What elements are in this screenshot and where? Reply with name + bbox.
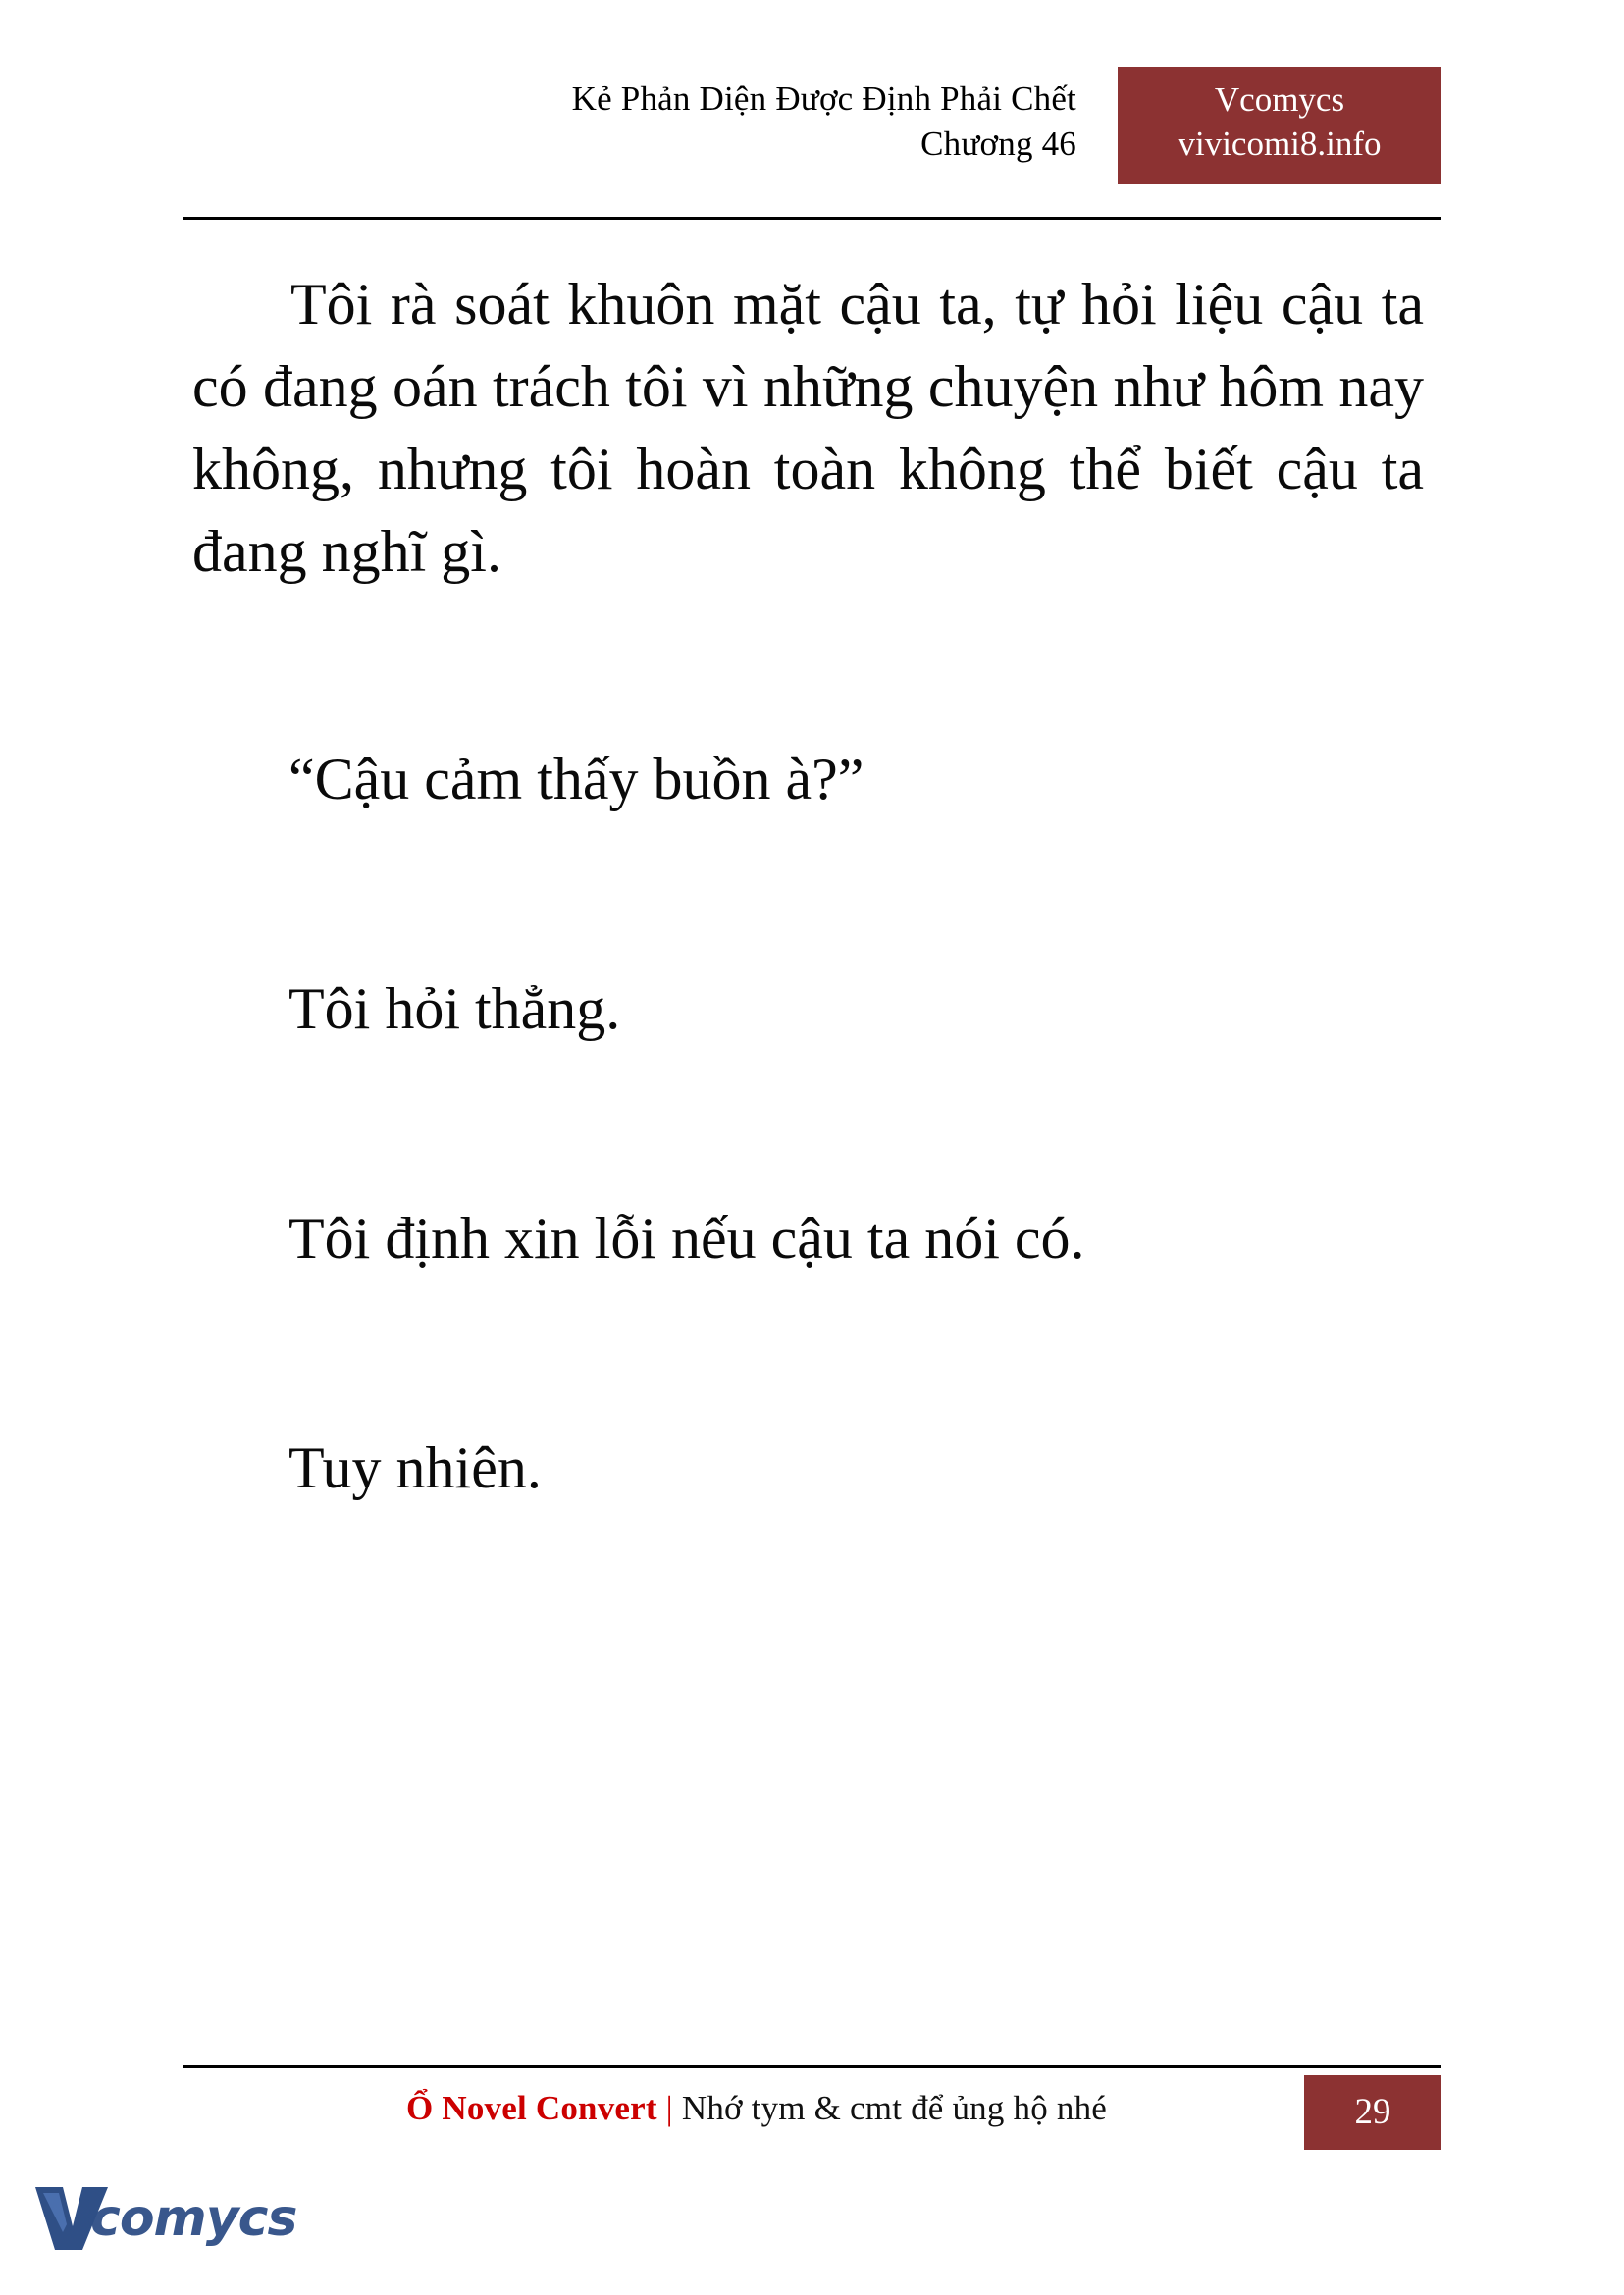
paragraph: Tôi rà soát khuôn mặt cậu ta, tự hỏi liệu cậu ta có đang oán trách tôi vì những chuyện như hôm nay không, nhưng tôi hoàn toàn không thể biết cậu ta đang nghĩ gì. (192, 272, 1424, 584)
paragraph: Tôi định xin lỗi nếu cậu ta nói có. (288, 1206, 1085, 1271)
paragraph-spacer (192, 1279, 1439, 1427)
site-badge-url: vivicomi8.info (1178, 124, 1382, 163)
watermark-text: comycs (90, 2189, 297, 2248)
paragraph-spacer (192, 593, 1439, 738)
site-badge-name: Vcomycs (1214, 80, 1345, 119)
header-divider (183, 217, 1441, 220)
paragraph: Tuy nhiên. (288, 1435, 542, 1500)
site-badge (1118, 67, 1441, 184)
watermark-logo (33, 2175, 297, 2266)
footer-brand: Ổ Novel Convert (406, 2089, 657, 2127)
page-content (192, 263, 1439, 1509)
page-footer (183, 2077, 1441, 2148)
page-number: 29 (1304, 2075, 1441, 2150)
book-title: Kẻ Phản Diện Được Định Phải Chết (571, 79, 1076, 118)
page-header (183, 77, 1441, 202)
footer-divider (183, 2065, 1441, 2068)
paragraph: Tôi hỏi thẳng. (288, 976, 621, 1041)
paragraph: “Cậu cảm thấy buồn à?” (288, 747, 864, 811)
footer-credit (406, 2089, 1107, 2128)
paragraph-spacer (192, 820, 1439, 967)
footer-note: Nhớ tym & cmt để ủng hộ nhé (681, 2089, 1108, 2127)
paragraph-spacer (192, 1050, 1439, 1197)
chapter-label: Chương 46 (920, 124, 1076, 163)
header-title-block (572, 77, 1076, 166)
footer-separator: | (656, 2089, 682, 2127)
